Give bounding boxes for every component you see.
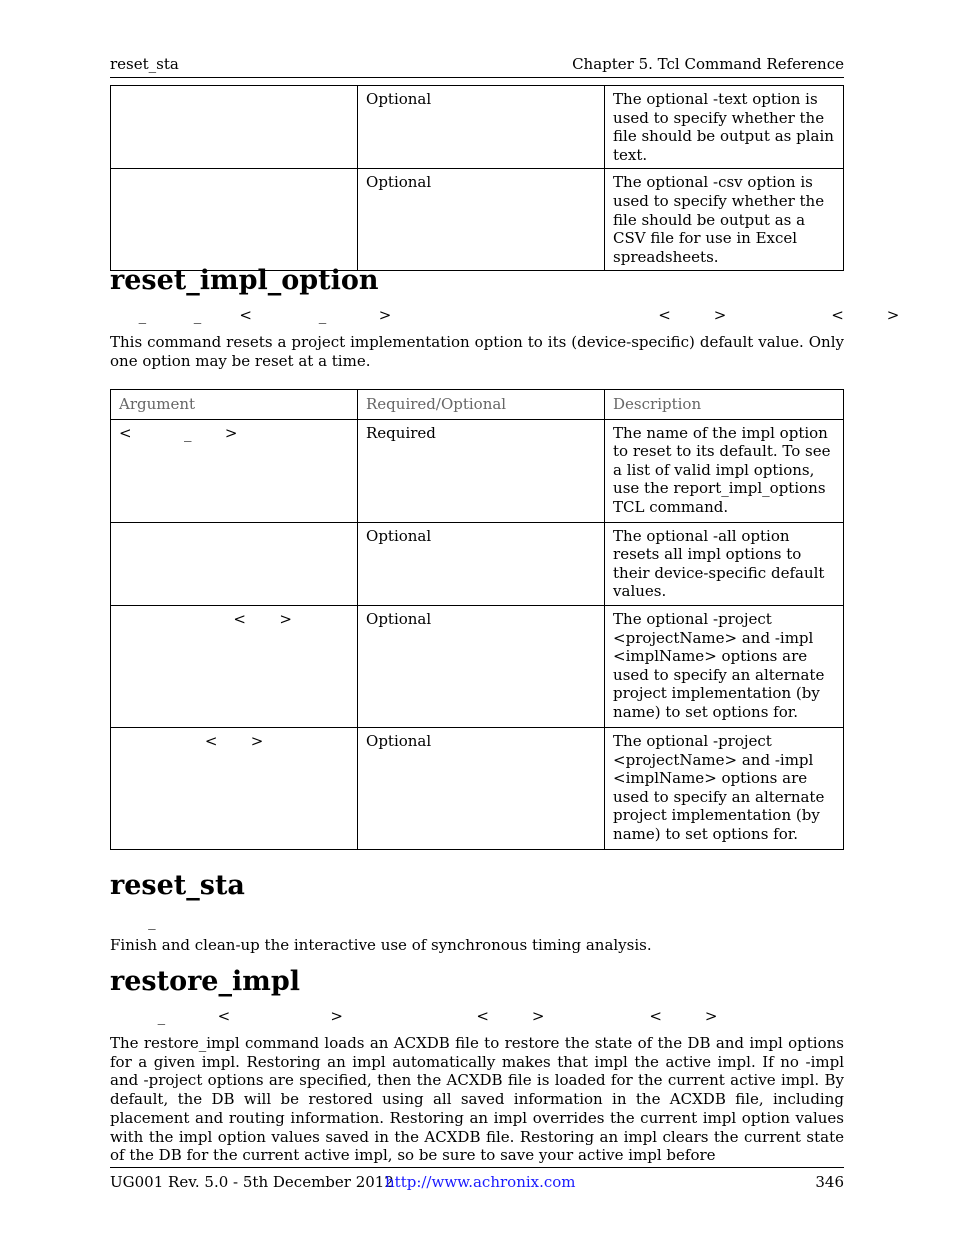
header-rule [110,77,844,78]
argument-cell: < > [111,605,358,727]
argument-table [110,389,844,850]
description-cell: The optional -all option resets all impl options to their device-specific default values. [605,522,844,605]
footer-website-link[interactable]: http://www.achronix.com [385,1173,576,1191]
description-cell: The optional -csv option is used to specify whether the file should be output as a CSV file for use in Excel spreadsheets. [605,169,844,271]
description-cell: The optional -project <projectName> and -impl <implName> options are used to specify an alternate project implementation (by name) to set options for. [605,727,844,849]
footer-document-id: UG001 Rev. 5.0 - 5th December 2012 [110,1173,394,1191]
argument-cell: < > [111,727,358,849]
required-cell: Required [358,419,605,522]
section-description: The restore_impl command loads an ACXDB file to restore the state of the DB and impl options for a given impl. Restoring an impl automatically makes that impl the active impl. If no -impl and -project options are specified, then the ACXDB file is loaded for the current active impl. By default, the DB will be restored using all saved information in the ACXDB file, including placement and routing information. Restoring an impl overrides the current impl option values with the impl option values saved in the ACXDB file. Restoring an impl clears the current state of the DB for the current active impl, so be sure to save your active impl before [110,1034,844,1165]
description-cell: The optional -project <projectName> and -impl <implName> options are used to specify an alternate project implementation (by name) to set options for. [605,605,844,727]
table-row [111,169,844,271]
section-description: This command resets a project implementation option to its (device-specific) default value. Only one option may be reset at a time. [110,333,844,370]
column-header-required: Required/Optional [358,390,605,420]
table-row [111,605,844,727]
required-cell: Optional [358,605,605,727]
command-syntax: _ [110,912,156,930]
table-row [111,419,844,522]
column-header-argument: Argument [111,390,358,420]
description-cell: The optional -text option is used to specify whether the file should be output as plain text. [605,86,844,169]
argument-cell [111,522,358,605]
table-row [111,727,844,849]
table-row [111,522,844,605]
running-header [110,55,844,73]
argument-cell [111,86,358,169]
table-row [111,86,844,169]
command-syntax: _ _ < _ > < > < > [110,306,900,324]
section-title-restore-impl: restore_impl [110,966,300,997]
argument-cell [111,169,358,271]
required-cell: Optional [358,86,605,169]
required-cell: Optional [358,169,605,271]
command-syntax: _ < > < > < > [110,1007,718,1025]
header-chapter-title: Chapter 5. Tcl Command Reference [572,55,844,73]
required-cell: Optional [358,522,605,605]
table-header-row [111,390,844,420]
footer-rule [110,1167,844,1168]
required-cell: Optional [358,727,605,849]
page-number: 346 [815,1173,844,1191]
section-title-reset-impl-option: reset_impl_option [110,265,379,296]
section-title-reset-sta: reset_sta [110,870,245,901]
argument-cell: < _ > [111,419,358,522]
column-header-description: Description [605,390,844,420]
section-description: Finish and clean-up the interactive use of synchronous timing analysis. [110,936,652,954]
description-cell: The name of the impl option to reset to its default. To see a list of valid impl options, use the report_impl_options TCL command. [605,419,844,522]
header-section-name: reset_sta [110,55,179,73]
continued-argument-table [110,85,844,271]
